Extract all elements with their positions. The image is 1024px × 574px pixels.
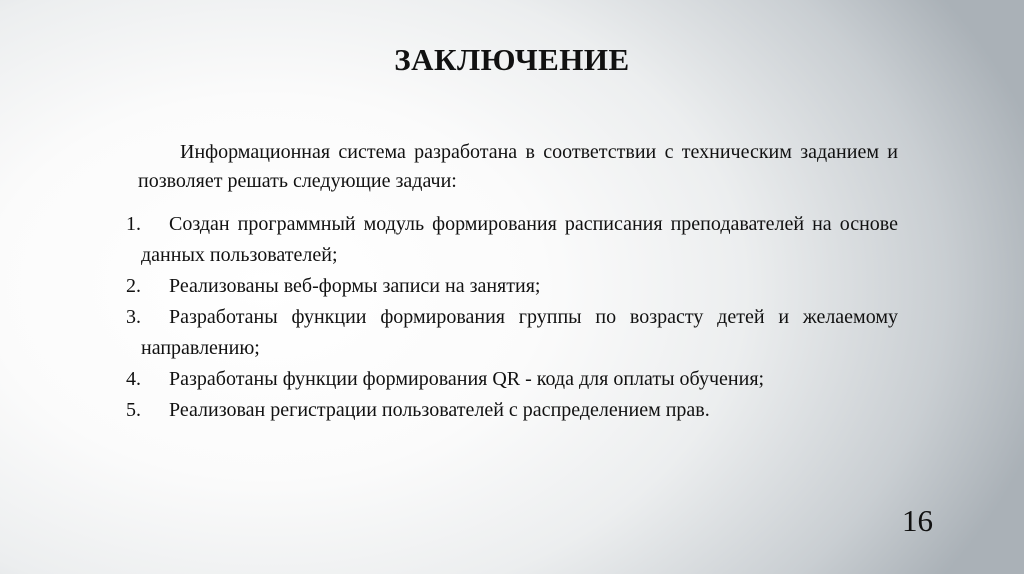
list-item-number: 2. <box>126 275 141 297</box>
list-item-text: Создан программный модуль формирования расписания преподавателей на основе данных пользователей; <box>141 213 898 266</box>
list-item <box>126 364 898 395</box>
list-item-number: 4. <box>126 368 141 390</box>
list-item-text: Разработаны функции формирования группы по возрасту детей и желаемому направлению; <box>141 306 898 359</box>
intro-paragraph: Информационная система разработана в соответствии с техническим заданием и позволяет решать следующие задачи: <box>138 141 898 192</box>
list-item-number: 5. <box>126 399 141 421</box>
list-item-number: 1. <box>126 213 141 235</box>
list-item <box>126 209 898 271</box>
list-item <box>126 271 898 302</box>
page-number: 16 <box>902 503 933 538</box>
task-list <box>126 209 898 426</box>
slide-title: ЗАКЛЮЧЕНИЕ <box>394 42 630 77</box>
list-item-text: Реализован регистрации пользователей с распределением прав. <box>169 399 710 421</box>
list-item-number: 3. <box>126 306 141 328</box>
list-item-text: Реализованы веб-формы записи на занятия; <box>169 275 541 297</box>
list-item-text: Разработаны функции формирования QR - кода для оплаты обучения; <box>169 368 765 390</box>
list-item <box>126 395 898 426</box>
list-item <box>126 302 898 364</box>
